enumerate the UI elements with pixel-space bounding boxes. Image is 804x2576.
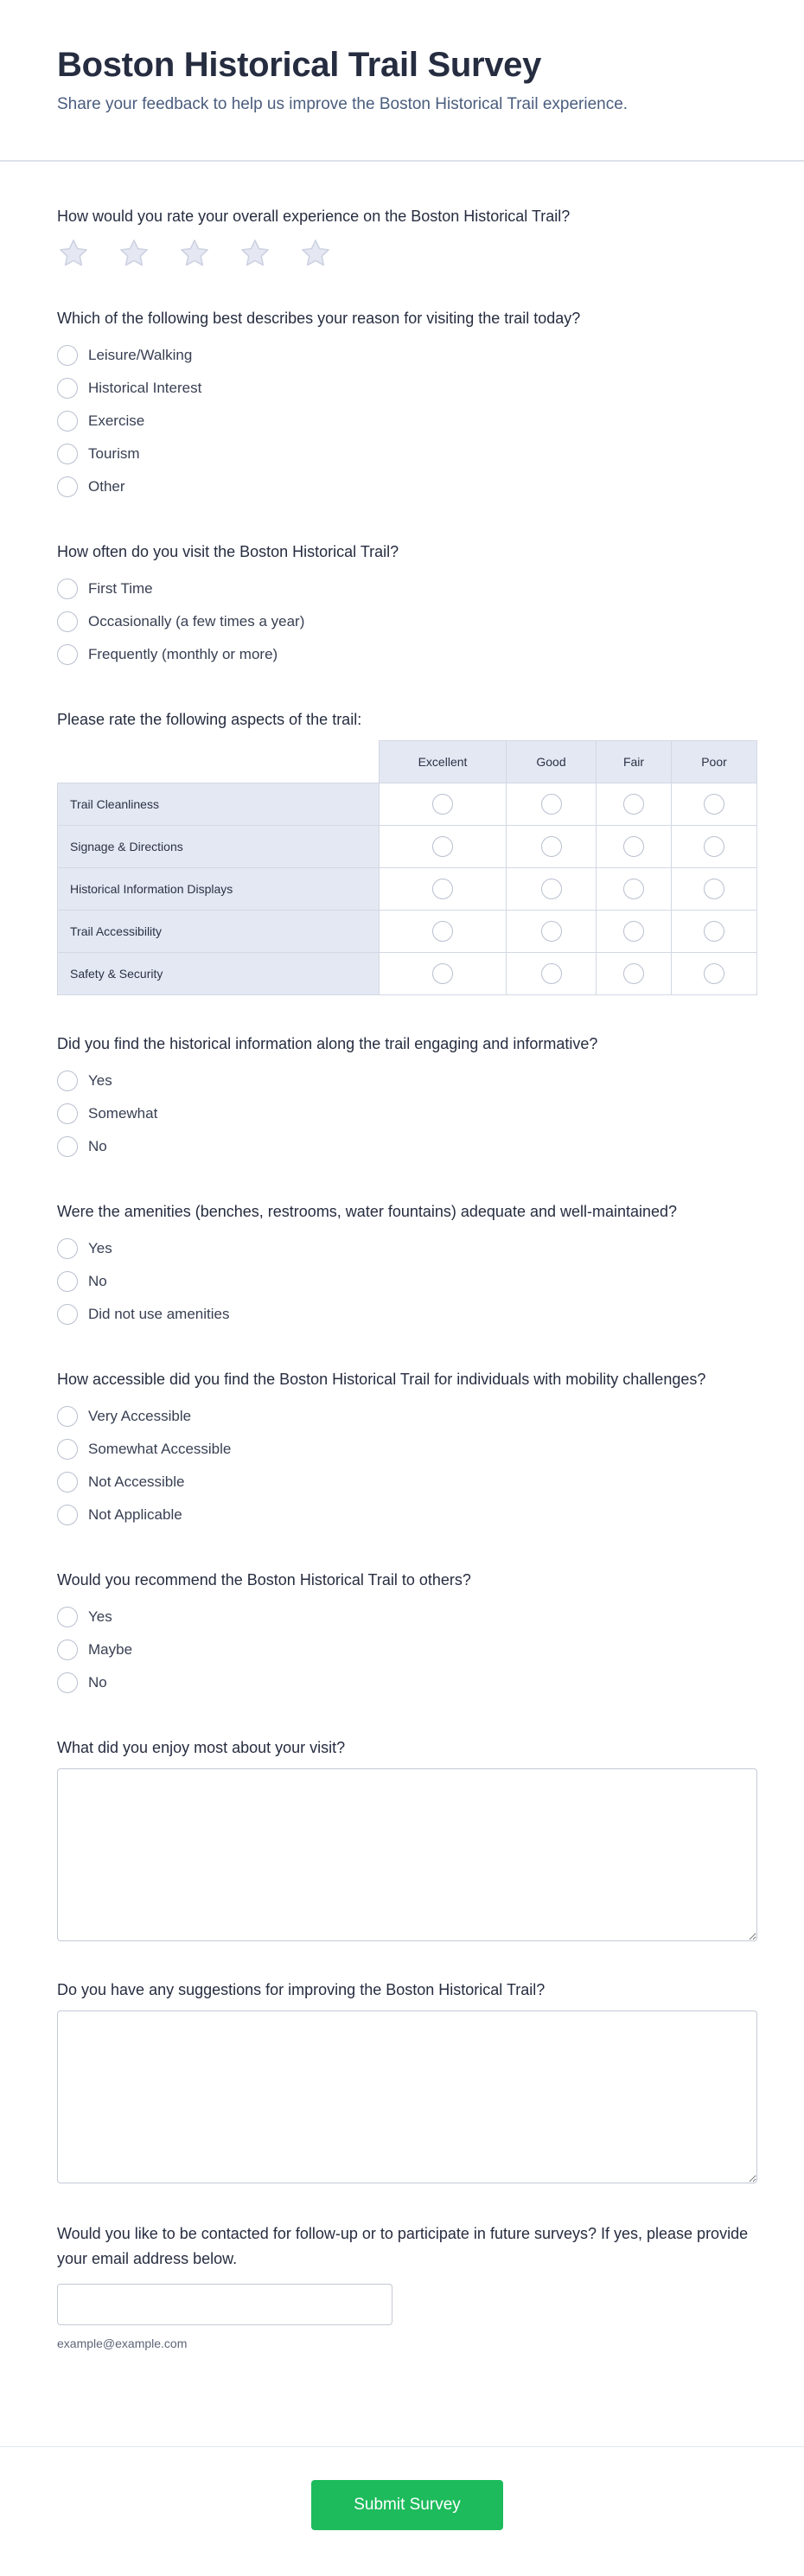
- matrix-row-label: Trail Cleanliness: [57, 783, 380, 826]
- email-hint: example@example.com: [57, 2336, 188, 2350]
- question-contact-email: [57, 2221, 756, 2350]
- radio-option-label: Tourism: [88, 445, 140, 462]
- radio-button[interactable]: [57, 1136, 78, 1157]
- star-icon[interactable]: [118, 237, 150, 270]
- radio-group: [57, 572, 756, 671]
- radio-button[interactable]: [57, 444, 78, 464]
- page-title: Boston Historical Trail Survey: [57, 46, 542, 84]
- matrix-cell: [380, 953, 507, 995]
- question-accessibility: [57, 1367, 756, 1531]
- radio-option[interactable]: [57, 1499, 756, 1531]
- matrix-corner: [57, 740, 380, 783]
- question-suggestions: [57, 1978, 756, 2183]
- radio-group: [57, 1601, 756, 1699]
- radio-button[interactable]: [623, 921, 644, 942]
- matrix-row-label: Historical Information Displays: [57, 868, 380, 911]
- matrix-column-header: Good: [507, 740, 597, 783]
- star-icon[interactable]: [299, 237, 332, 270]
- radio-option[interactable]: [57, 1400, 756, 1433]
- matrix-row-label: Trail Accessibility: [57, 911, 380, 953]
- radio-option-label: Very Accessible: [88, 1408, 192, 1424]
- radio-option[interactable]: [57, 438, 756, 470]
- matrix-row: [57, 868, 757, 911]
- radio-button[interactable]: [57, 1607, 78, 1627]
- radio-option[interactable]: [57, 1433, 756, 1466]
- radio-button[interactable]: [57, 1238, 78, 1259]
- radio-group: [57, 1232, 756, 1331]
- radio-option-label: No: [88, 1138, 107, 1154]
- suggestions-textarea[interactable]: [57, 2010, 757, 2183]
- radio-button[interactable]: [57, 1406, 78, 1427]
- radio-option-label: Did not use amenities: [88, 1306, 230, 1322]
- radio-option[interactable]: [57, 1601, 756, 1633]
- question-label: Would you like to be contacted for follow-up or to participate in future surveys? If yes, please provide your email address below.: [57, 2225, 749, 2267]
- radio-option[interactable]: [57, 1064, 756, 1097]
- radio-option[interactable]: [57, 1466, 756, 1499]
- matrix-cell: [597, 826, 672, 868]
- radio-option-label: Leisure/Walking: [88, 347, 193, 363]
- radio-option-label: Yes: [88, 1240, 112, 1256]
- star-rating: [57, 237, 756, 270]
- radio-button[interactable]: [57, 578, 78, 599]
- star-icon[interactable]: [57, 237, 90, 270]
- radio-option-label: Maybe: [88, 1641, 133, 1658]
- radio-button[interactable]: [57, 411, 78, 431]
- radio-option-label: No: [88, 1273, 107, 1289]
- radio-button[interactable]: [541, 963, 562, 984]
- radio-button[interactable]: [57, 476, 78, 497]
- radio-button[interactable]: [57, 1271, 78, 1292]
- radio-group: [57, 1400, 756, 1531]
- radio-option[interactable]: [57, 1265, 756, 1298]
- matrix-cell: [507, 826, 597, 868]
- radio-button[interactable]: [704, 836, 724, 857]
- radio-button[interactable]: [623, 963, 644, 984]
- question-info-engaging: [57, 1032, 756, 1163]
- matrix-cell: [597, 868, 672, 911]
- matrix-cell: [672, 953, 757, 995]
- radio-button[interactable]: [432, 836, 453, 857]
- matrix-row: [57, 783, 757, 826]
- radio-button[interactable]: [541, 879, 562, 899]
- matrix-cell: [672, 868, 757, 911]
- question-label: What did you enjoy most about your visit?: [57, 1739, 346, 1756]
- question-label: How would you rate your overall experience on the Boston Historical Trail?: [57, 208, 571, 225]
- survey-form: [0, 204, 804, 2350]
- question-label: Did you find the historical information along the trail engaging and informative?: [57, 1035, 598, 1052]
- star-icon[interactable]: [239, 237, 271, 270]
- radio-button[interactable]: [57, 1505, 78, 1525]
- radio-option[interactable]: [57, 405, 756, 438]
- submit-survey-button[interactable]: Submit Survey: [311, 2480, 503, 2530]
- survey-header: [0, 0, 804, 162]
- radio-option[interactable]: [57, 470, 756, 503]
- radio-option[interactable]: [57, 339, 756, 372]
- radio-option-label: Other: [88, 478, 125, 495]
- radio-option[interactable]: [57, 638, 756, 671]
- email-input[interactable]: [57, 2284, 392, 2325]
- radio-button[interactable]: [623, 794, 644, 815]
- matrix-cell: [380, 911, 507, 953]
- matrix-cell: [507, 953, 597, 995]
- question-label: Do you have any suggestions for improving the Boston Historical Trail?: [57, 1981, 546, 1998]
- radio-option-label: No: [88, 1674, 107, 1691]
- matrix-cell: [672, 783, 757, 826]
- radio-button[interactable]: [704, 879, 724, 899]
- radio-button[interactable]: [57, 1071, 78, 1091]
- radio-button[interactable]: [623, 879, 644, 899]
- matrix-cell: [672, 911, 757, 953]
- radio-option-label: Somewhat: [88, 1105, 158, 1122]
- radio-button[interactable]: [57, 611, 78, 632]
- matrix-cell: [507, 783, 597, 826]
- question-amenities: [57, 1199, 756, 1331]
- question-recommend: [57, 1568, 756, 1699]
- matrix-column-header: Poor: [672, 740, 757, 783]
- enjoyed-most-textarea[interactable]: [57, 1768, 757, 1941]
- radio-button[interactable]: [57, 345, 78, 366]
- page-subtitle: Share your feedback to help us improve the Boston Historical Trail experience.: [57, 95, 629, 113]
- form-footer: [0, 2446, 804, 2576]
- radio-button[interactable]: [57, 644, 78, 665]
- matrix-cell: [507, 868, 597, 911]
- matrix-row-label: Signage & Directions: [57, 826, 380, 868]
- radio-button[interactable]: [57, 1103, 78, 1124]
- radio-button[interactable]: [541, 836, 562, 857]
- matrix-column-header: Fair: [597, 740, 672, 783]
- matrix-row: [57, 911, 757, 953]
- matrix-cell: [380, 783, 507, 826]
- matrix-row: [57, 953, 757, 995]
- radio-button[interactable]: [432, 921, 453, 942]
- matrix-row: [57, 826, 757, 868]
- radio-group: [57, 339, 756, 503]
- question-label: Were the amenities (benches, restrooms, water fountains) adequate and well-maintained?: [57, 1203, 678, 1220]
- question-enjoyed-most: [57, 1735, 756, 1941]
- matrix-cell: [380, 826, 507, 868]
- question-label: How often do you visit the Boston Historical Trail?: [57, 543, 399, 560]
- question-overall-rating: [57, 204, 756, 270]
- radio-option-label: Somewhat Accessible: [88, 1441, 232, 1457]
- matrix-cell: [597, 911, 672, 953]
- radio-option-label: Frequently (monthly or more): [88, 646, 278, 662]
- question-label: Would you recommend the Boston Historical Trail to others?: [57, 1571, 471, 1588]
- radio-option[interactable]: [57, 1130, 756, 1163]
- matrix-cell: [380, 868, 507, 911]
- radio-option[interactable]: [57, 572, 756, 605]
- matrix-column-header: Excellent: [380, 740, 507, 783]
- radio-button[interactable]: [57, 1439, 78, 1460]
- radio-button[interactable]: [541, 921, 562, 942]
- radio-option-label: Yes: [88, 1072, 112, 1089]
- radio-option[interactable]: [57, 1633, 756, 1666]
- radio-button[interactable]: [432, 794, 453, 815]
- radio-option-label: Yes: [88, 1608, 112, 1625]
- radio-group: [57, 1064, 756, 1163]
- radio-option-label: Not Accessible: [88, 1473, 185, 1490]
- matrix-cell: [507, 911, 597, 953]
- star-icon[interactable]: [178, 237, 211, 270]
- radio-button[interactable]: [704, 963, 724, 984]
- radio-button[interactable]: [57, 1472, 78, 1493]
- matrix-cell: [597, 783, 672, 826]
- question-visit-frequency: [57, 540, 756, 671]
- radio-option-label: Historical Interest: [88, 380, 202, 396]
- radio-option[interactable]: [57, 372, 756, 405]
- radio-option[interactable]: [57, 1232, 756, 1265]
- question-visit-reason: [57, 306, 756, 503]
- radio-button[interactable]: [57, 1304, 78, 1325]
- radio-button[interactable]: [704, 794, 724, 815]
- radio-button[interactable]: [704, 921, 724, 942]
- matrix-row-label: Safety & Security: [57, 953, 380, 995]
- radio-button[interactable]: [57, 1640, 78, 1660]
- radio-option[interactable]: [57, 1097, 756, 1130]
- matrix-cell: [597, 953, 672, 995]
- question-label: Which of the following best describes your reason for visiting the trail today?: [57, 310, 581, 327]
- radio-button[interactable]: [57, 378, 78, 399]
- radio-option-label: Exercise: [88, 412, 145, 429]
- radio-option-label: First Time: [88, 580, 153, 597]
- radio-button[interactable]: [432, 879, 453, 899]
- radio-button[interactable]: [432, 963, 453, 984]
- radio-button[interactable]: [57, 1672, 78, 1693]
- question-label: How accessible did you find the Boston Historical Trail for individuals with mobility challenges?: [57, 1371, 706, 1388]
- radio-option[interactable]: [57, 1298, 756, 1331]
- rating-matrix: [57, 740, 757, 995]
- radio-option[interactable]: [57, 1666, 756, 1699]
- matrix-cell: [672, 826, 757, 868]
- radio-option-label: Not Applicable: [88, 1506, 182, 1523]
- radio-option-label: Occasionally (a few times a year): [88, 613, 305, 630]
- question-aspect-ratings: [57, 707, 756, 995]
- question-label: Please rate the following aspects of the trail:: [57, 711, 362, 728]
- radio-option[interactable]: [57, 605, 756, 638]
- radio-button[interactable]: [541, 794, 562, 815]
- radio-button[interactable]: [623, 836, 644, 857]
